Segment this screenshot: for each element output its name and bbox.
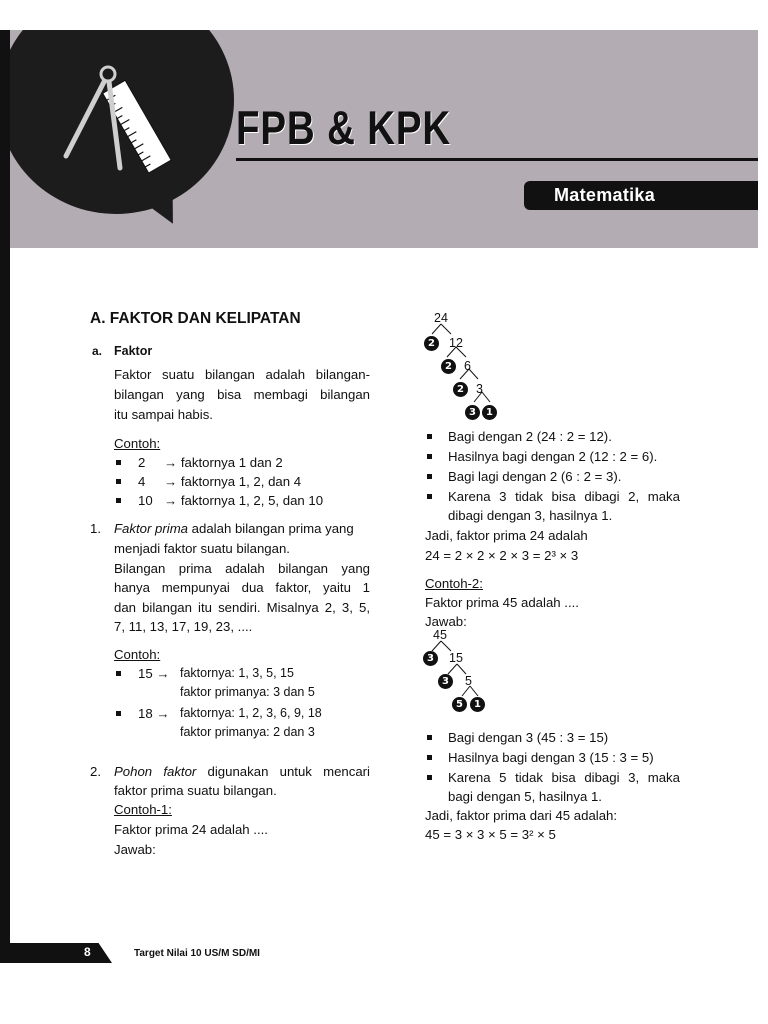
example-number: 2 — [138, 455, 146, 470]
tree-step: Karena 5 tidak bisa dibagi 3, maka — [448, 770, 680, 785]
subject-label: Matematika — [524, 181, 758, 210]
item1-line — [114, 519, 354, 539]
example-faktor: faktornya: 1, 2, 3, 6, 9, 18 — [180, 706, 322, 720]
bullet-icon — [116, 671, 121, 676]
compass-ruler-icon — [50, 58, 180, 178]
conclusion-formula: 45 = 3 × 3 × 5 = 3² × 5 — [425, 827, 556, 842]
tree-step: Bagi dengan 3 (45 : 3 = 15) — [448, 730, 609, 745]
item2-line1-rest: digunakan untuk mencari — [196, 764, 370, 779]
bullet-icon — [116, 498, 121, 503]
tree-step: dibagi dengan 3, hasilnya 1. — [448, 508, 613, 523]
bullet-icon — [427, 434, 432, 439]
faktor-def-line: bilangan yang bisa membagi bilangan — [114, 387, 370, 402]
prime-circle: 1 — [470, 697, 485, 712]
bullet-icon — [427, 474, 432, 479]
bullet-icon — [116, 479, 121, 484]
example-text: → faktornya 1, 2, 5, dan 10 — [164, 493, 324, 508]
title-underline — [236, 158, 758, 161]
contoh2-label: Contoh-2: — [425, 576, 483, 591]
bullet-icon — [116, 460, 121, 465]
faktor-def-line: itu sampai habis. — [114, 407, 213, 422]
tree-step: Bagi dengan 2 (24 : 2 = 12). — [448, 429, 612, 444]
item1-line: dan bilangan itu sendiri. Misalnya 2, 3, 5, — [114, 600, 370, 615]
sub-a-title: Faktor — [114, 344, 153, 358]
prime-circle: 5 — [452, 697, 467, 712]
header-banner — [10, 30, 758, 248]
prime-circle: 2 — [453, 382, 468, 397]
prime-circle: 3 — [423, 651, 438, 666]
item1-marker: 1. — [90, 521, 101, 536]
conclusion: Jadi, faktor prima dari 45 adalah: — [425, 808, 618, 823]
example-text: → faktornya 1, 2, dan 4 — [164, 474, 302, 489]
sub-a-marker: a. — [92, 344, 103, 358]
prime-circle: 2 — [441, 359, 456, 374]
page-title: FPB & KPK — [236, 101, 452, 154]
jawab-label: Jawab: — [114, 842, 156, 857]
faktor-def-line: Faktor suatu bilangan adalah bilangan- — [114, 367, 370, 382]
item2-term: Pohon faktor — [114, 764, 197, 779]
bullet-icon — [427, 775, 432, 780]
item1-line: menjadi faktor suatu bilangan. — [114, 541, 290, 556]
item1-term: Faktor prima — [114, 521, 189, 536]
conclusion-formula: 24 = 2 × 2 × 2 × 3 = 2³ × 3 — [425, 548, 579, 563]
footer-bar — [0, 943, 112, 963]
tree-step: bagi dengan 5, hasilnya 1. — [448, 789, 602, 804]
tree-step: Hasilnya bagi dengan 2 (12 : 2 = 6). — [448, 449, 658, 464]
bullet-icon — [427, 755, 432, 760]
contoh1-question: Faktor prima 24 adalah .... — [114, 822, 268, 837]
example-faktor: faktornya: 1, 3, 5, 15 — [180, 666, 294, 680]
example-prima: faktor primanya: 3 dan 5 — [180, 685, 315, 699]
page-number: 8 — [84, 945, 91, 959]
prime-circle: 3 — [465, 405, 480, 420]
prime-circle: 2 — [424, 336, 439, 351]
contoh2-question: Faktor prima 45 adalah .... — [425, 595, 579, 610]
item1-line: Bilangan prima adalah bilangan yang — [114, 561, 370, 576]
example-number: 18 → — [138, 706, 170, 721]
example-number: 15 → — [138, 666, 170, 681]
bullet-icon — [427, 454, 432, 459]
item2-line — [114, 762, 370, 782]
tree-node: 45 — [433, 628, 447, 642]
example-number: 4 — [138, 474, 146, 489]
item2-line: faktor prima suatu bilangan. — [114, 783, 277, 798]
book-title: Target Nilai 10 US/M SD/MI — [134, 948, 260, 959]
tree-step: Bagi lagi dengan 2 (6 : 2 = 3). — [448, 469, 622, 484]
tree-node: 5 — [465, 674, 472, 688]
item1-line1-rest: adalah bilangan prima yang — [188, 521, 354, 536]
example-prima: faktor primanya: 2 dan 3 — [180, 725, 315, 739]
bullet-icon — [116, 711, 121, 716]
contoh-label: Contoh: — [114, 647, 161, 662]
contoh1-label: Contoh-1: — [114, 802, 172, 817]
tree-node: 12 — [449, 336, 463, 350]
prime-circle: 1 — [482, 405, 497, 420]
prime-circle: 3 — [438, 674, 453, 689]
contoh-label: Contoh: — [114, 436, 161, 451]
tree-node: 24 — [434, 311, 448, 325]
bullet-icon — [427, 494, 432, 499]
tree-node: 3 — [476, 382, 483, 396]
left-edge-bar — [0, 30, 10, 958]
item2-marker: 2. — [90, 764, 101, 779]
tree-node: 6 — [464, 359, 471, 373]
conclusion: Jadi, faktor prima 24 adalah — [425, 528, 588, 543]
section-title: A. FAKTOR DAN KELIPATAN — [90, 310, 301, 327]
item1-line: 7, 11, 13, 17, 19, 23, .... — [114, 619, 253, 634]
jawab-label: Jawab: — [425, 614, 467, 629]
tree-step: Hasilnya bagi dengan 3 (15 : 3 = 5) — [448, 750, 654, 765]
tree-node: 15 — [449, 651, 463, 665]
example-text: → faktornya 1 dan 2 — [164, 455, 283, 470]
bullet-icon — [427, 735, 432, 740]
example-number: 10 — [138, 493, 153, 508]
item1-line: hanya mempunyai dua faktor, yaitu 1 — [114, 580, 370, 595]
tree-step: Karena 3 tidak bisa dibagi 2, maka — [448, 489, 680, 504]
